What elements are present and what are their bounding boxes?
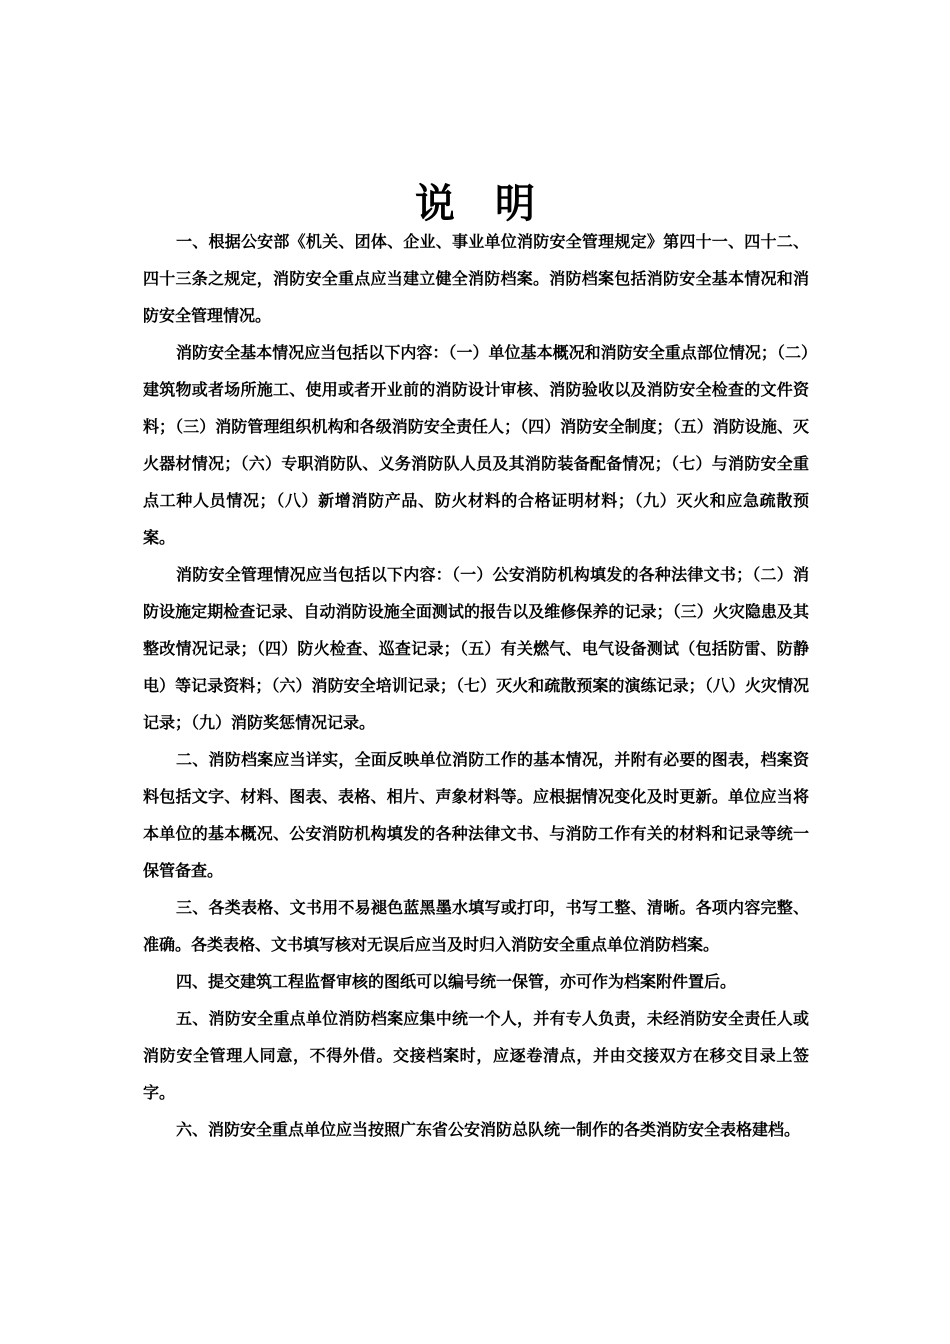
title-char-1: 说 bbox=[415, 180, 455, 227]
paragraph-5: 三、各类表格、文书用不易褪色蓝黑墨水填写或打印，书写工整、清晰。各项内容完整、准确。各类表格、文书填写核对无误后应当及时归入消防安全重点单位消防档案。 bbox=[143, 898, 809, 954]
paragraph-7: 五、消防安全重点单位消防档案应集中统一个人，并有专人负责，未经消防安全责任人或消防安全管理人同意，不得外借。交接档案时，应逐卷清点，并由交接双方在移交目录上签字。 bbox=[143, 1009, 809, 1102]
paragraph-1: 一、根据公安部《机关、团体、企业、事业单位消防安全管理规定》第四十一、四十二、四十三条之规定，消防安全重点应当建立健全消防档案。消防档案包括消防安全基本情况和消防安全管理情况。 bbox=[143, 232, 809, 325]
paragraph-6: 四、提交建筑工程监督审核的图纸可以编号统一保管，亦可作为档案附件置后。 bbox=[176, 972, 737, 991]
paragraph-4: 二、消防档案应当详实，全面反映单位消防工作的基本情况，并附有必要的图表，档案资料包括文字、材料、图表、表格、相片、声象材料等。应根据情况变化及时更新。单位应当将本单位的基本概况、公安消防机构填发的各种法律文书、与消防工作有关的材料和记录等统一保管备查。 bbox=[143, 750, 809, 880]
paragraph-8: 六、消防安全重点单位应当按照广东省公安消防总队统一制作的各类消防安全表格建档。 bbox=[176, 1120, 801, 1139]
paragraph-3: 消防安全管理情况应当包括以下内容：（一）公安消防机构填发的各种法律文书；（二）消防设施定期检查记录、自动消防设施全面测试的报告以及维修保养的记录；（三）火灾隐患及其整改情况记录；（四）防火检查、巡查记录；（五）有关燃气、电气设备测试（包括防雷、防静电）等记录资料；（六）消防安全培训记录；（七）灭火和疏散预案的演练记录；（八）火灾情况记录；（九）消防奖惩情况记录。 bbox=[143, 565, 809, 732]
document-body bbox=[143, 223, 809, 1148]
title-char-2: 明 bbox=[495, 180, 535, 227]
paragraph-2: 消防安全基本情况应当包括以下内容：（一）单位基本概况和消防安全重点部位情况；（二）建筑物或者场所施工、使用或者开业前的消防设计审核、消防验收以及消防安全检查的文件资料；（三）消防管理组织机构和各级消防安全责任人；（四）消防安全制度；（五）消防设施、灭火器材情况；（六）专职消防队、义务消防队人员及其消防装备配备情况；（七）与消防安全重点工种人员情况；（八）新增消防产品、防火材料的合格证明材料；（九）灭火和应急疏散预案。 bbox=[143, 343, 809, 547]
